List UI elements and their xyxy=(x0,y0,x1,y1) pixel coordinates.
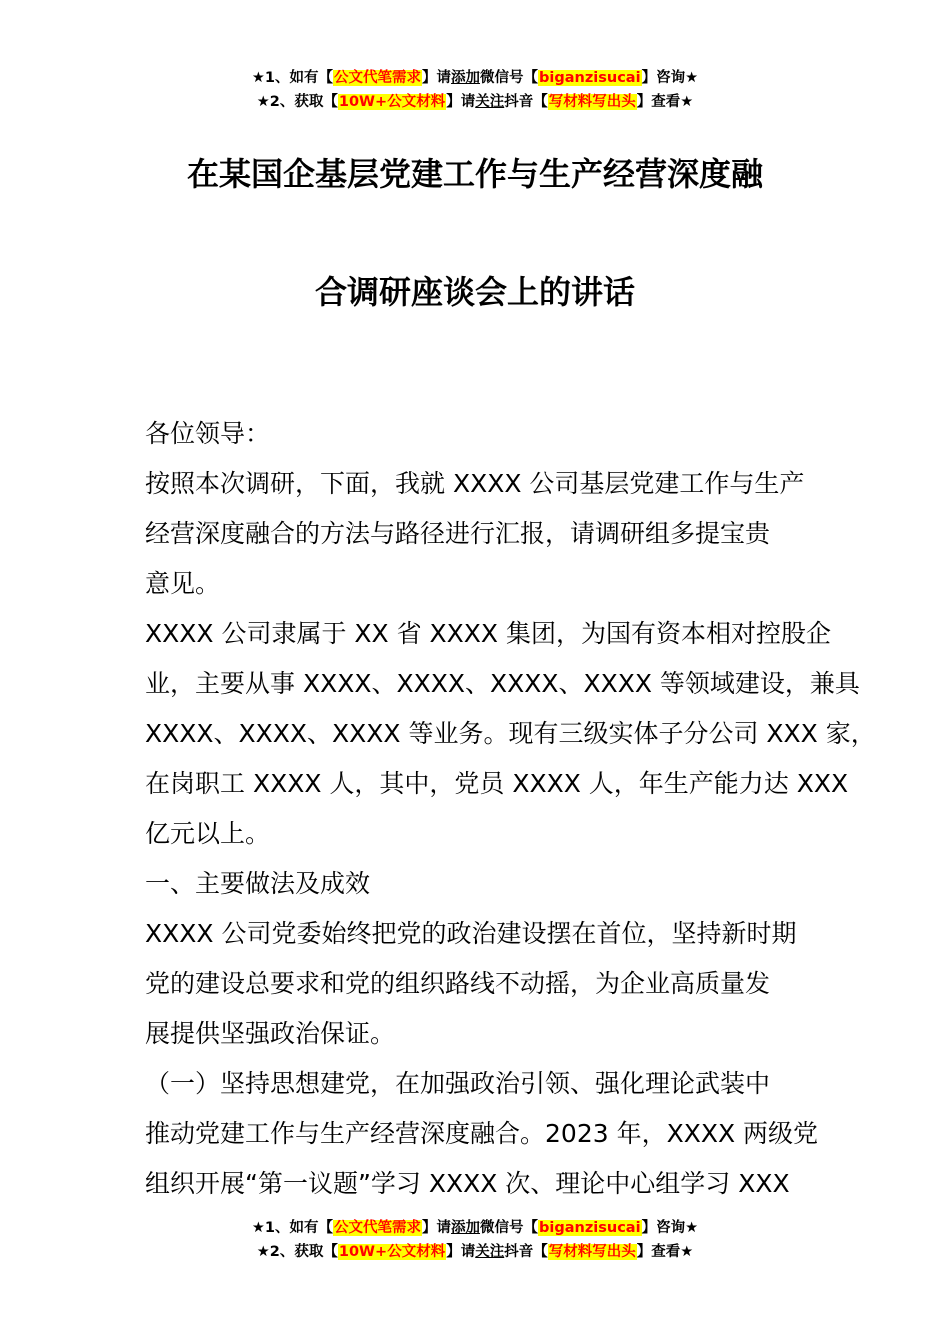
ad-line-2 xyxy=(0,90,950,114)
ad-underline: 添加 xyxy=(451,70,481,86)
section-heading: 一、主要做法及成效 xyxy=(145,869,371,898)
ad-highlight: 10W+公文材料 xyxy=(338,1244,446,1260)
ad-text: 】请 xyxy=(446,1244,476,1260)
ad-highlight: 公文代笔需求 xyxy=(334,1220,422,1236)
ad-underline: 关注 xyxy=(475,94,505,110)
body-line: 党的建设总要求和党的组织路线不动摇，为企业高质量发 xyxy=(145,969,771,998)
ad-text: 】查看★ xyxy=(636,94,694,110)
ad-text: 】咨询★ xyxy=(641,70,699,86)
bottom-ad-banner xyxy=(0,1216,950,1264)
body-line: 意见。 xyxy=(145,569,221,598)
top-ad-banner xyxy=(0,66,950,114)
ad-underline: 关注 xyxy=(475,1244,505,1260)
document-body xyxy=(145,409,876,1209)
ad-line-2 xyxy=(0,1240,950,1264)
ad-underline: 添加 xyxy=(451,1220,481,1236)
body-line: 亿元以上。 xyxy=(145,819,271,848)
ad-douyin-id: 写材料写出头 xyxy=(548,94,636,110)
body-line: 展提供坚强政治保证。 xyxy=(145,1019,396,1048)
ad-text: 】请 xyxy=(446,94,476,110)
body-line: 业，主要从事 XXXX、XXXX、XXXX、XXXX 等领域建设，兼具 xyxy=(145,669,860,698)
ad-wechat-id: biganzisucai xyxy=(539,1220,641,1236)
ad-text: ★2、获取【 xyxy=(256,1244,338,1260)
ad-text: 微信号【 xyxy=(480,70,539,86)
body-line: 推动党建工作与生产经营深度融合。2023 年，XXXX 两级党 xyxy=(145,1119,819,1148)
ad-text: ★1、如有【 xyxy=(251,1220,334,1236)
ad-highlight: 公文代笔需求 xyxy=(334,70,422,86)
ad-text: 】查看★ xyxy=(636,1244,694,1260)
ad-text: ★2、获取【 xyxy=(256,94,338,110)
ad-text: ★1、如有【 xyxy=(251,70,334,86)
page-title-line-2: 合调研座谈会上的讲话 xyxy=(314,273,635,311)
ad-text: 微信号【 xyxy=(480,1220,539,1236)
ad-text: 抖音【 xyxy=(504,1244,548,1260)
ad-wechat-id: biganzisucai xyxy=(539,70,641,86)
body-line: 组织开展“第一议题”学习 XXXX 次、理论中心组学习 XXX xyxy=(145,1169,790,1198)
ad-line-1 xyxy=(0,1216,950,1240)
ad-text: 抖音【 xyxy=(504,94,548,110)
ad-text: 】咨询★ xyxy=(641,1220,699,1236)
ad-douyin-id: 写材料写出头 xyxy=(548,1244,636,1260)
body-line: 按照本次调研，下面，我就 XXXX 公司基层党建工作与生产 xyxy=(145,469,805,498)
ad-text: 】请 xyxy=(422,70,452,86)
body-line: （一）坚持思想建党，在加强政治引领、强化理论武装中 xyxy=(145,1069,771,1098)
ad-text: 】请 xyxy=(422,1220,452,1236)
body-line: XXXX、XXXX、XXXX 等业务。现有三级实体子分公司 XXX 家， xyxy=(145,719,876,748)
body-line: 各位领导： xyxy=(145,419,271,448)
body-line: XXXX 公司党委始终把党的政治建设摆在首位，坚持新时期 xyxy=(145,919,797,948)
ad-line-1 xyxy=(0,66,950,90)
ad-highlight: 10W+公文材料 xyxy=(338,94,446,110)
body-line: 在岗职工 XXXX 人，其中，党员 XXXX 人，年生产能力达 XXX xyxy=(145,769,849,798)
body-line: XXXX 公司隶属于 XX 省 XXXX 集团，为国有资本相对控股企 xyxy=(145,619,832,648)
page-title-line-1: 在某国企基层党建工作与生产经营深度融 xyxy=(186,155,763,193)
body-line: 经营深度融合的方法与路径进行汇报，请调研组多提宝贵 xyxy=(145,519,771,548)
